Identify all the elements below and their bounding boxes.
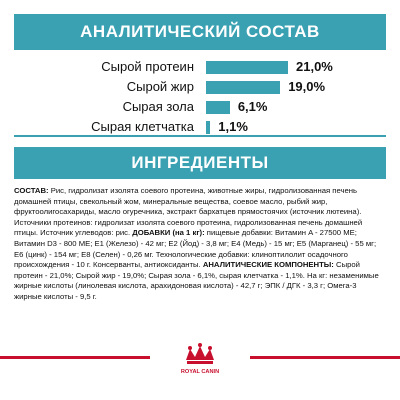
bar-label: Сырой протеин bbox=[101, 59, 194, 74]
logo-text: ROYAL CANIN bbox=[180, 369, 220, 375]
bar-value-label: 19,0% bbox=[288, 79, 326, 94]
bar-row bbox=[0, 78, 400, 96]
bar bbox=[206, 121, 210, 134]
ingredients-paragraph bbox=[14, 186, 386, 303]
composition-text: Рис, гидролизат изолята соевого протеина, животные жиры, гидролизованная печень домашней птицы, свекольный жом, минеральные вещества, соевое масло, рыбий жир, фруктоолигосахариды, масло огуречника, экстракт бархатцев прямостоячих (источник лютеина). Источники протеинов: гидролизат изолята соевого протеина, гидролизованная печень домашней птицы. Источник углеводов: рис. bbox=[14, 186, 363, 238]
analytic-title-text: АНАЛИТИЧЕСКИЙ СОСТАВ bbox=[80, 22, 320, 41]
bar-value-label: 1,1% bbox=[218, 119, 248, 134]
additives-text: пищевые добавки: Витамин A - 27500 МЕ; Витамин D3 - 800 МЕ; E1 (Железо) - 42 мг; E2 (Йод) - 3,8 мг; E4 (Медь) - 15 мг; E5 (Марганец) - 55 мг; E6 (цинк) - 154 мг; E8 (Селен) - 0,26 мг. Технологические добавки: клиноптилолит осадочного происхождения - 10 г. Консерванты, антиоксиданты. bbox=[14, 228, 377, 270]
bar bbox=[206, 81, 280, 94]
bar-label: Сырая клетчатка bbox=[91, 119, 194, 134]
footer-line-right bbox=[250, 356, 400, 359]
bar bbox=[206, 101, 230, 114]
analytic-components-label: АНАЛИТИЧЕСКИЕ КОМПОНЕНТЫ: bbox=[202, 260, 334, 270]
analytic-section-title bbox=[14, 14, 386, 50]
composition-label: СОСТАВ: bbox=[14, 186, 49, 195]
analytic-components-text: Сырой протеин - 21,0%; Сырой жир - 19,0%; Сырая зола - 6,1%, сырая клетчатка - 1,1%. На кг: незаменимые жирные кислоты (линолевая кислота, арахидоновая кислота) - 42,7 г; ЭПК / ДГК - 3,3 г; Омега-3 жирные кислоты - 9,5 г. bbox=[14, 260, 379, 301]
bar-value-label: 6,1% bbox=[237, 99, 268, 114]
section-divider bbox=[14, 135, 386, 137]
bar-label: Сырой жир bbox=[126, 79, 194, 94]
ingredients-section-title bbox=[14, 147, 386, 179]
additives-label: ДОБАВКИ (на 1 кг): bbox=[132, 228, 205, 238]
bar-row bbox=[0, 118, 400, 136]
bar bbox=[206, 61, 288, 74]
bar-row bbox=[0, 98, 400, 116]
bar-row bbox=[0, 58, 400, 76]
ingredients-title-text: ИНГРЕДИЕНТЫ bbox=[131, 153, 269, 172]
royal-canin-logo bbox=[176, 340, 224, 380]
bar-value-label: 21,0% bbox=[296, 59, 333, 74]
footer-line-left bbox=[0, 356, 150, 359]
crown-icon bbox=[186, 343, 214, 364]
bar-label: Сырая зола bbox=[122, 99, 194, 114]
